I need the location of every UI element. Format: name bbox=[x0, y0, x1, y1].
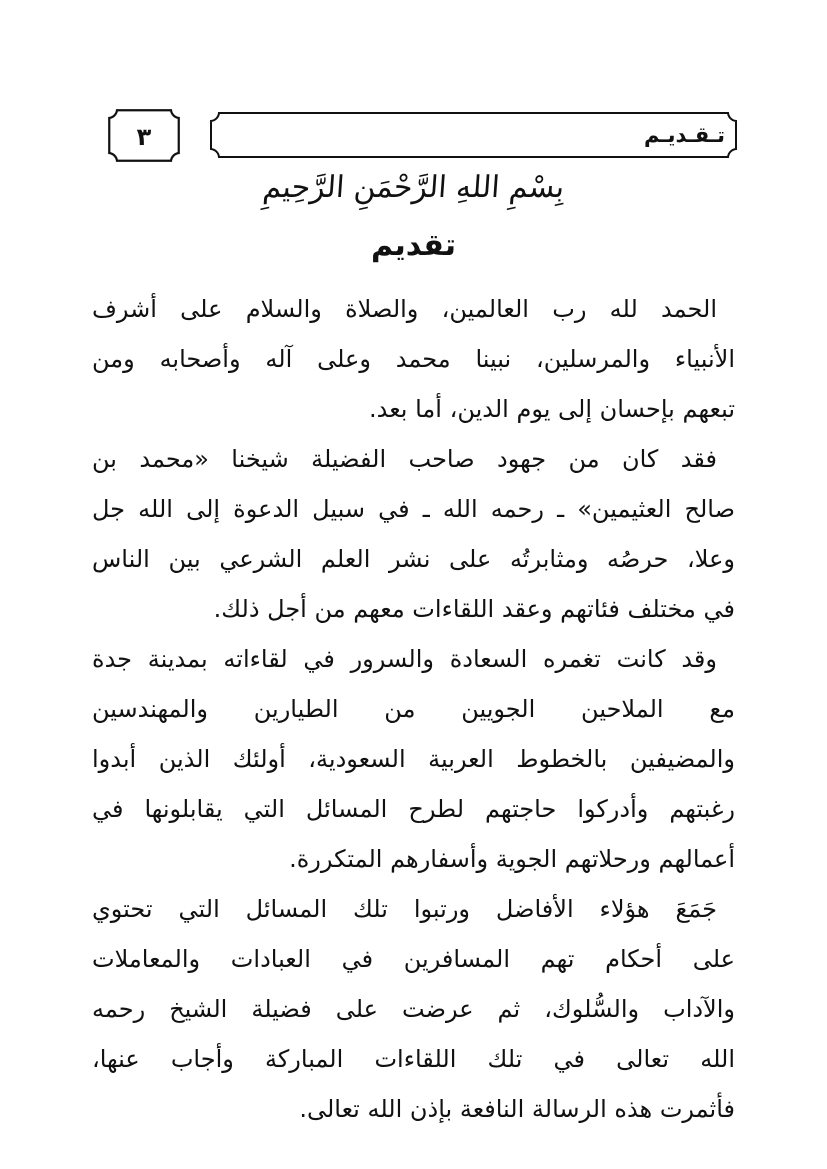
text-line: على أحكام تهم المسافرين في العبادات والمعاملات bbox=[92, 945, 735, 973]
running-header-box bbox=[210, 112, 737, 158]
text-line: جَمَعَ هؤلاء الأفاضل ورتبوا تلك المسائل التي تحتوي bbox=[92, 895, 717, 923]
text-line: صالح العثيمين» ـ رحمه الله ـ في سبيل الدعوة إلى الله جل bbox=[92, 495, 735, 523]
text-line: وقد كانت تغمره السعادة والسرور في لقاءاته بمدينة جدة bbox=[92, 645, 717, 673]
text-line: الحمد لله رب العالمين، والصلاة والسلام على أشرف bbox=[92, 295, 717, 323]
text-line: مع الملاحين الجويين من الطيارين والمهندسين bbox=[92, 695, 735, 723]
text-line: والمضيفين بالخطوط العربية السعودية، أولئك الذين أبدوا bbox=[92, 745, 735, 773]
text-line: الله تعالى في تلك اللقاءات المباركة وأجاب عنها، bbox=[92, 1045, 735, 1073]
body-text bbox=[92, 284, 735, 1134]
running-header-title: تـقـديـم bbox=[643, 123, 725, 147]
page-title: تقديم bbox=[371, 228, 456, 263]
text-line: في مختلف فئاتهم وعقد اللقاءات معهم من أجل ذلك. bbox=[213, 595, 735, 623]
text-line: والآداب والسُّلوك، ثم عرضت على فضيلة الشيخ رحمه bbox=[92, 995, 735, 1023]
text-line: الأنبياء والمرسلين، نبينا محمد وعلى آله وأصحابه ومن bbox=[92, 345, 735, 373]
page-number-box bbox=[108, 109, 180, 162]
text-line: تبعهم بإحسان إلى يوم الدين، أما بعد. bbox=[369, 395, 735, 423]
text-line: فقد كان من جهود صاحب الفضيلة شيخنا «محمد بن bbox=[92, 445, 717, 473]
text-line: وعلا، حرصُه ومثابرتُه على نشر العلم الشرعي بين الناس bbox=[92, 545, 735, 573]
text-line: رغبتهم وأدركوا حاجتهم لطرح المسائل التي يقابلونها في bbox=[92, 795, 735, 823]
text-line: فأثمرت هذه الرسالة النافعة بإذن الله تعالى. bbox=[299, 1095, 735, 1123]
basmala: بِسْمِ اللهِ الرَّحْمَنِ الرَّحِيمِ bbox=[261, 170, 566, 205]
page-number: ٣ bbox=[136, 122, 152, 151]
text-line: أعمالهم ورحلاتهم الجوية وأسفارهم المتكررة. bbox=[289, 845, 735, 873]
